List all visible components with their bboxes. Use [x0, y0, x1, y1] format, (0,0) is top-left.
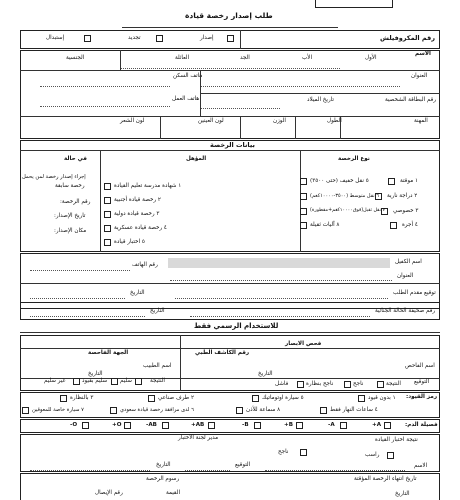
restriction-6-label: ٦ لدى مرافقة رخصة قيادة سعودي — [120, 407, 194, 413]
nationality-label: الجنسية — [66, 55, 85, 61]
test-fail-label: راسب — [365, 452, 380, 458]
testing-authority-label: الجهة الفاحصة — [88, 350, 129, 356]
medical-date-2-label: التاريخ — [88, 371, 103, 377]
test-pass-checkbox[interactable] — [300, 449, 307, 456]
birth-date-label: تاريخ الميلاد — [307, 97, 334, 103]
qual-3-label: ٣ رخصة قيادة دولية — [114, 211, 160, 217]
license-data-title: بيانات الرخصة — [210, 141, 255, 149]
restriction-1-checkbox[interactable] — [358, 395, 365, 402]
work-phone-label: هاتف العمل — [172, 96, 200, 102]
father-name-label: الأب — [302, 55, 313, 61]
blood-aplus-checkbox[interactable] — [384, 422, 391, 429]
restriction-4-label: ٤ ساعات النهار فقط — [330, 407, 378, 413]
restriction-5-label: ٥ سيارة اوتوماتيك — [262, 395, 304, 401]
prev-issue-date-label: تاريخ الإصدار: — [54, 213, 86, 219]
eye-fail-label: فاشل — [275, 381, 289, 387]
qual-2-label: ٢ رخصة قيادة أجنبية — [114, 197, 161, 203]
guarantor-address-label: العنوان — [397, 273, 414, 279]
blood-ominus-label: O- — [70, 422, 78, 428]
restriction-7-checkbox[interactable] — [22, 407, 29, 414]
job-label: المهنة — [414, 118, 428, 124]
eye-color-label: لون العينين — [198, 118, 224, 124]
eye-glasses-label: ناجح بنظارة — [306, 381, 334, 387]
restriction-1-label: ١ بدون قيود — [368, 395, 396, 401]
qual-4-checkbox[interactable] — [104, 225, 111, 232]
replace-label: إستبدال — [46, 35, 65, 41]
eye-result-label: النتيجة — [386, 381, 401, 387]
qual-1-label: ١ شهادة مدرسة تعليم القيادة — [114, 183, 182, 189]
guarantor-name-field[interactable] — [168, 258, 390, 268]
driving-test-result-label: نتيجة اختبار القيادة — [375, 437, 418, 443]
blood-abplus-checkbox[interactable] — [208, 422, 215, 429]
blood-bminus-label: B- — [242, 422, 249, 428]
id-number-label: رقم البطاقة الشخصية — [385, 97, 436, 103]
in-case-line2: رخصة سابقة — [55, 183, 85, 189]
blood-oplus-checkbox[interactable] — [124, 422, 131, 429]
blood-aminus-label: A- — [328, 422, 335, 428]
medical-date-1-label: التاريخ — [258, 371, 273, 377]
restriction-6-checkbox[interactable] — [110, 407, 117, 414]
fit-cond-label: سليم بقيود — [82, 378, 108, 384]
form-number-box[interactable] — [315, 0, 393, 8]
criminal-date-label: التاريخ — [150, 308, 165, 314]
restriction-2-label: ٢ طرف صناعي — [158, 395, 195, 401]
doctor-id-label: رقم الكاشف الطبي — [195, 350, 250, 356]
blood-aplus-label: A+ — [372, 422, 382, 428]
fee-value-label: القيمة — [166, 490, 181, 496]
microfilm-label: رقم المكروفيلش — [380, 34, 435, 42]
first-name-label: الأول — [365, 55, 377, 61]
qual-5-checkbox[interactable] — [104, 239, 111, 246]
examiner-name-label: اسم الفاحص — [405, 363, 435, 369]
type-1-checkbox[interactable] — [388, 178, 395, 185]
blood-aminus-checkbox[interactable] — [340, 422, 347, 429]
restriction-8-label: ٨ سماعة للأذن — [246, 407, 281, 413]
applicant-date-label: التاريخ — [130, 290, 145, 296]
qual-3-checkbox[interactable] — [104, 211, 111, 218]
prev-license-num-label: رقم الرخصة: — [60, 199, 91, 205]
restriction-5-checkbox[interactable] — [252, 395, 259, 402]
address-label: العنوان — [411, 73, 428, 79]
restriction-2-checkbox[interactable] — [148, 395, 155, 402]
blood-bplus-label: B+ — [284, 422, 293, 428]
type-8-label: ٨ آليات ثقيلة — [310, 222, 340, 228]
type-3-label: ٣ خصوصي — [393, 208, 419, 214]
eye-fail-checkbox[interactable] — [297, 381, 304, 388]
type-7-checkbox[interactable] — [300, 208, 307, 215]
blood-abplus-label: AB+ — [191, 422, 205, 428]
height-label: الطول — [327, 118, 342, 124]
restriction-8-checkbox[interactable] — [236, 407, 243, 414]
restriction-3-label: ٣ بالنظارة — [70, 395, 94, 401]
receipt-number-label: رقم الإيصال — [95, 490, 123, 496]
test-fail-checkbox[interactable] — [387, 452, 394, 459]
blood-oplus-label: O+ — [112, 422, 122, 428]
name-label: الاسم — [415, 51, 431, 57]
official-use-title: للاستخدام الرسمي فقط — [194, 322, 279, 330]
license-fees-label: رسوم الرخصة — [146, 476, 180, 482]
blood-bminus-checkbox[interactable] — [254, 422, 261, 429]
restrictions-title: رمز القيود: — [406, 394, 438, 400]
type-4-checkbox[interactable] — [390, 222, 397, 229]
qual-2-checkbox[interactable] — [104, 197, 111, 204]
qual-5-label: ٥ اختبار قيادة — [114, 239, 145, 245]
replace-checkbox[interactable] — [84, 35, 91, 42]
type-5-label: ٥ نقل خفيف (حتى ٣٥٠٠) — [310, 178, 369, 184]
prev-issue-place-label: مكان الإصدار: — [54, 228, 87, 234]
issue-checkbox[interactable] — [227, 35, 234, 42]
guarantor-name-label: اسم الكفيل — [395, 259, 422, 265]
type-4-label: ٤ أجرة — [402, 222, 418, 228]
test-date-label: التاريخ — [156, 462, 171, 468]
fee-date-label: التاريخ — [395, 491, 410, 497]
medical-result-label: النتيجة — [150, 378, 165, 384]
blood-abminus-label: AB- — [146, 422, 157, 428]
weight-label: الوزن — [273, 118, 286, 124]
issue-label: إصدار — [200, 35, 214, 41]
blood-abminus-checkbox[interactable] — [162, 422, 169, 429]
eye-glasses-checkbox[interactable] — [344, 381, 351, 388]
type-1-label: ١ موقتة — [400, 178, 419, 184]
doctor-name-label: اسم الطبيب — [143, 363, 172, 369]
temp-license-expiry-label: تاريخ انتهاء الرخصة المؤقتة — [354, 476, 417, 482]
eye-pass-checkbox[interactable] — [377, 381, 384, 388]
eye-pass-label: ناجح — [353, 381, 364, 387]
criminal-record-label: رقم صحيفة الحالة الجنائية — [375, 308, 436, 314]
in-case-title: في حالة — [64, 156, 87, 162]
hair-color-label: لون الشعر — [120, 118, 145, 124]
grand-name-label: الجد — [240, 55, 250, 61]
guarantor-phone-label: رقم الهاتف — [132, 262, 158, 268]
type-6-label: ٦ نقل متوسط (٣٥٠٠-١٠٠٠٠كغم) — [310, 193, 379, 199]
personal-info-block — [20, 50, 440, 139]
unfit-label: غير سليم — [44, 378, 66, 384]
form-title: طلب إصدار رخصة قيادة — [185, 11, 273, 20]
blood-bplus-checkbox[interactable] — [296, 422, 303, 429]
test-sign-label: التوقيع — [235, 462, 251, 468]
type-5-checkbox[interactable] — [300, 178, 307, 185]
in-case-line1: إجراء إصدار رخصة لمن يحمل — [22, 174, 86, 180]
renew-checkbox[interactable] — [156, 35, 163, 42]
fit-cond-checkbox[interactable] — [111, 378, 118, 385]
license-type-title: نوع الرخصة — [338, 156, 370, 162]
qual-1-checkbox[interactable] — [104, 183, 111, 190]
qualification-title: المؤهل — [186, 156, 207, 162]
medical-sign-label: التوقيع — [414, 379, 430, 385]
restriction-7-label: ٧ سيارة خاصة للمعوقين — [32, 407, 84, 413]
home-phone-label: هاتف السكن — [173, 73, 203, 79]
header-frame — [20, 27, 440, 28]
fit-label: سليم — [120, 378, 132, 384]
test-pass-label: ناجح — [278, 449, 289, 455]
family-name-label: العائلة — [175, 55, 190, 61]
type-6-checkbox[interactable] — [300, 193, 307, 200]
type-2-label: ٢ دراجة نارية — [387, 193, 418, 199]
qual-4-label: ٤ رخصة قيادة عسكرية — [114, 225, 167, 231]
test-manager-label: مدير لجنة الاختبار — [178, 435, 219, 441]
fit-checkbox[interactable] — [135, 378, 142, 385]
applicant-signature-label: توقيع مقدم الطلب — [393, 290, 436, 296]
eye-exam-label: فحص الابصار — [285, 341, 322, 347]
blood-type-title: فصيلة الدم: — [405, 422, 438, 428]
blood-ominus-checkbox[interactable] — [82, 422, 89, 429]
restriction-4-checkbox[interactable] — [320, 407, 327, 414]
test-name-label: الاسم — [414, 463, 428, 469]
type-8-checkbox[interactable] — [300, 222, 307, 229]
type-7-label: ٧ نقل ثقيل(فوق١٠٠٠٠كغم+مقطورة) — [310, 208, 386, 213]
renew-label: تجديد — [128, 35, 141, 41]
unfit-checkbox[interactable] — [73, 378, 80, 385]
restriction-3-checkbox[interactable] — [60, 395, 67, 402]
